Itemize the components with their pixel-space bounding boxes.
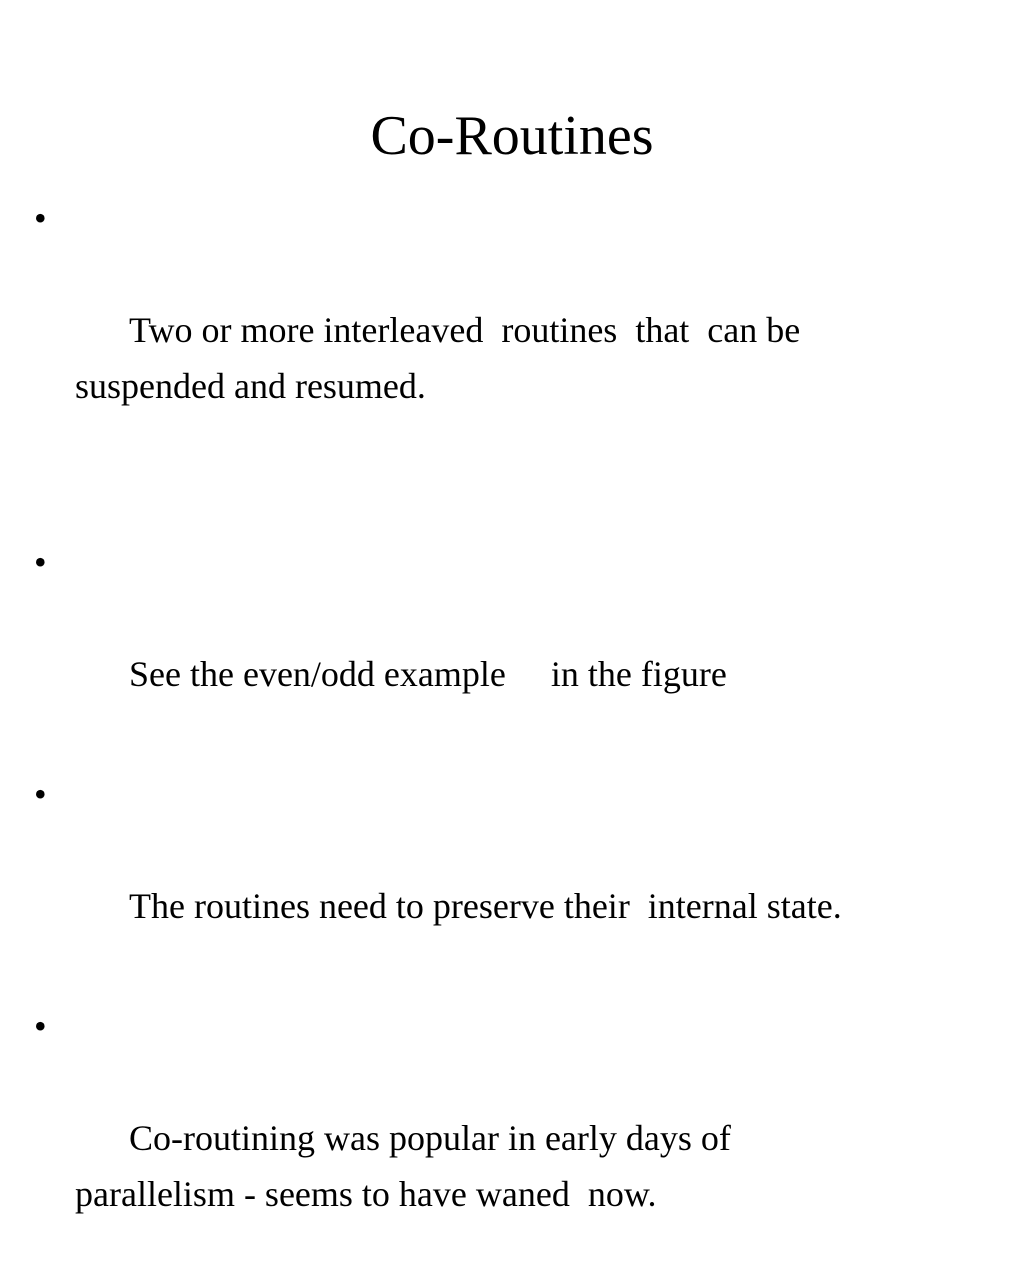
bullet-text: See the even/odd example in the figure [129, 654, 727, 694]
bullet-marker: • [34, 1006, 47, 1046]
bullet-marker: • [34, 542, 47, 582]
bullet-item [30, 190, 1010, 470]
bullet-list [30, 190, 1010, 1286]
bullet-text: Co-routining was popular in early days of parallelism - seems to have waned now. [75, 1118, 731, 1214]
bullet-item [30, 534, 1010, 758]
bullet-item [30, 766, 1010, 990]
bullet-marker: • [34, 774, 47, 814]
bullet-marker: • [34, 198, 47, 238]
bullet-text: The routines need to preserve their internal state. [129, 886, 842, 926]
bullet-item [30, 998, 1010, 1278]
bullet-text: Two or more interleaved routines that can be suspended and resumed. [75, 310, 801, 406]
slide-title: Co-Routines [370, 105, 654, 167]
